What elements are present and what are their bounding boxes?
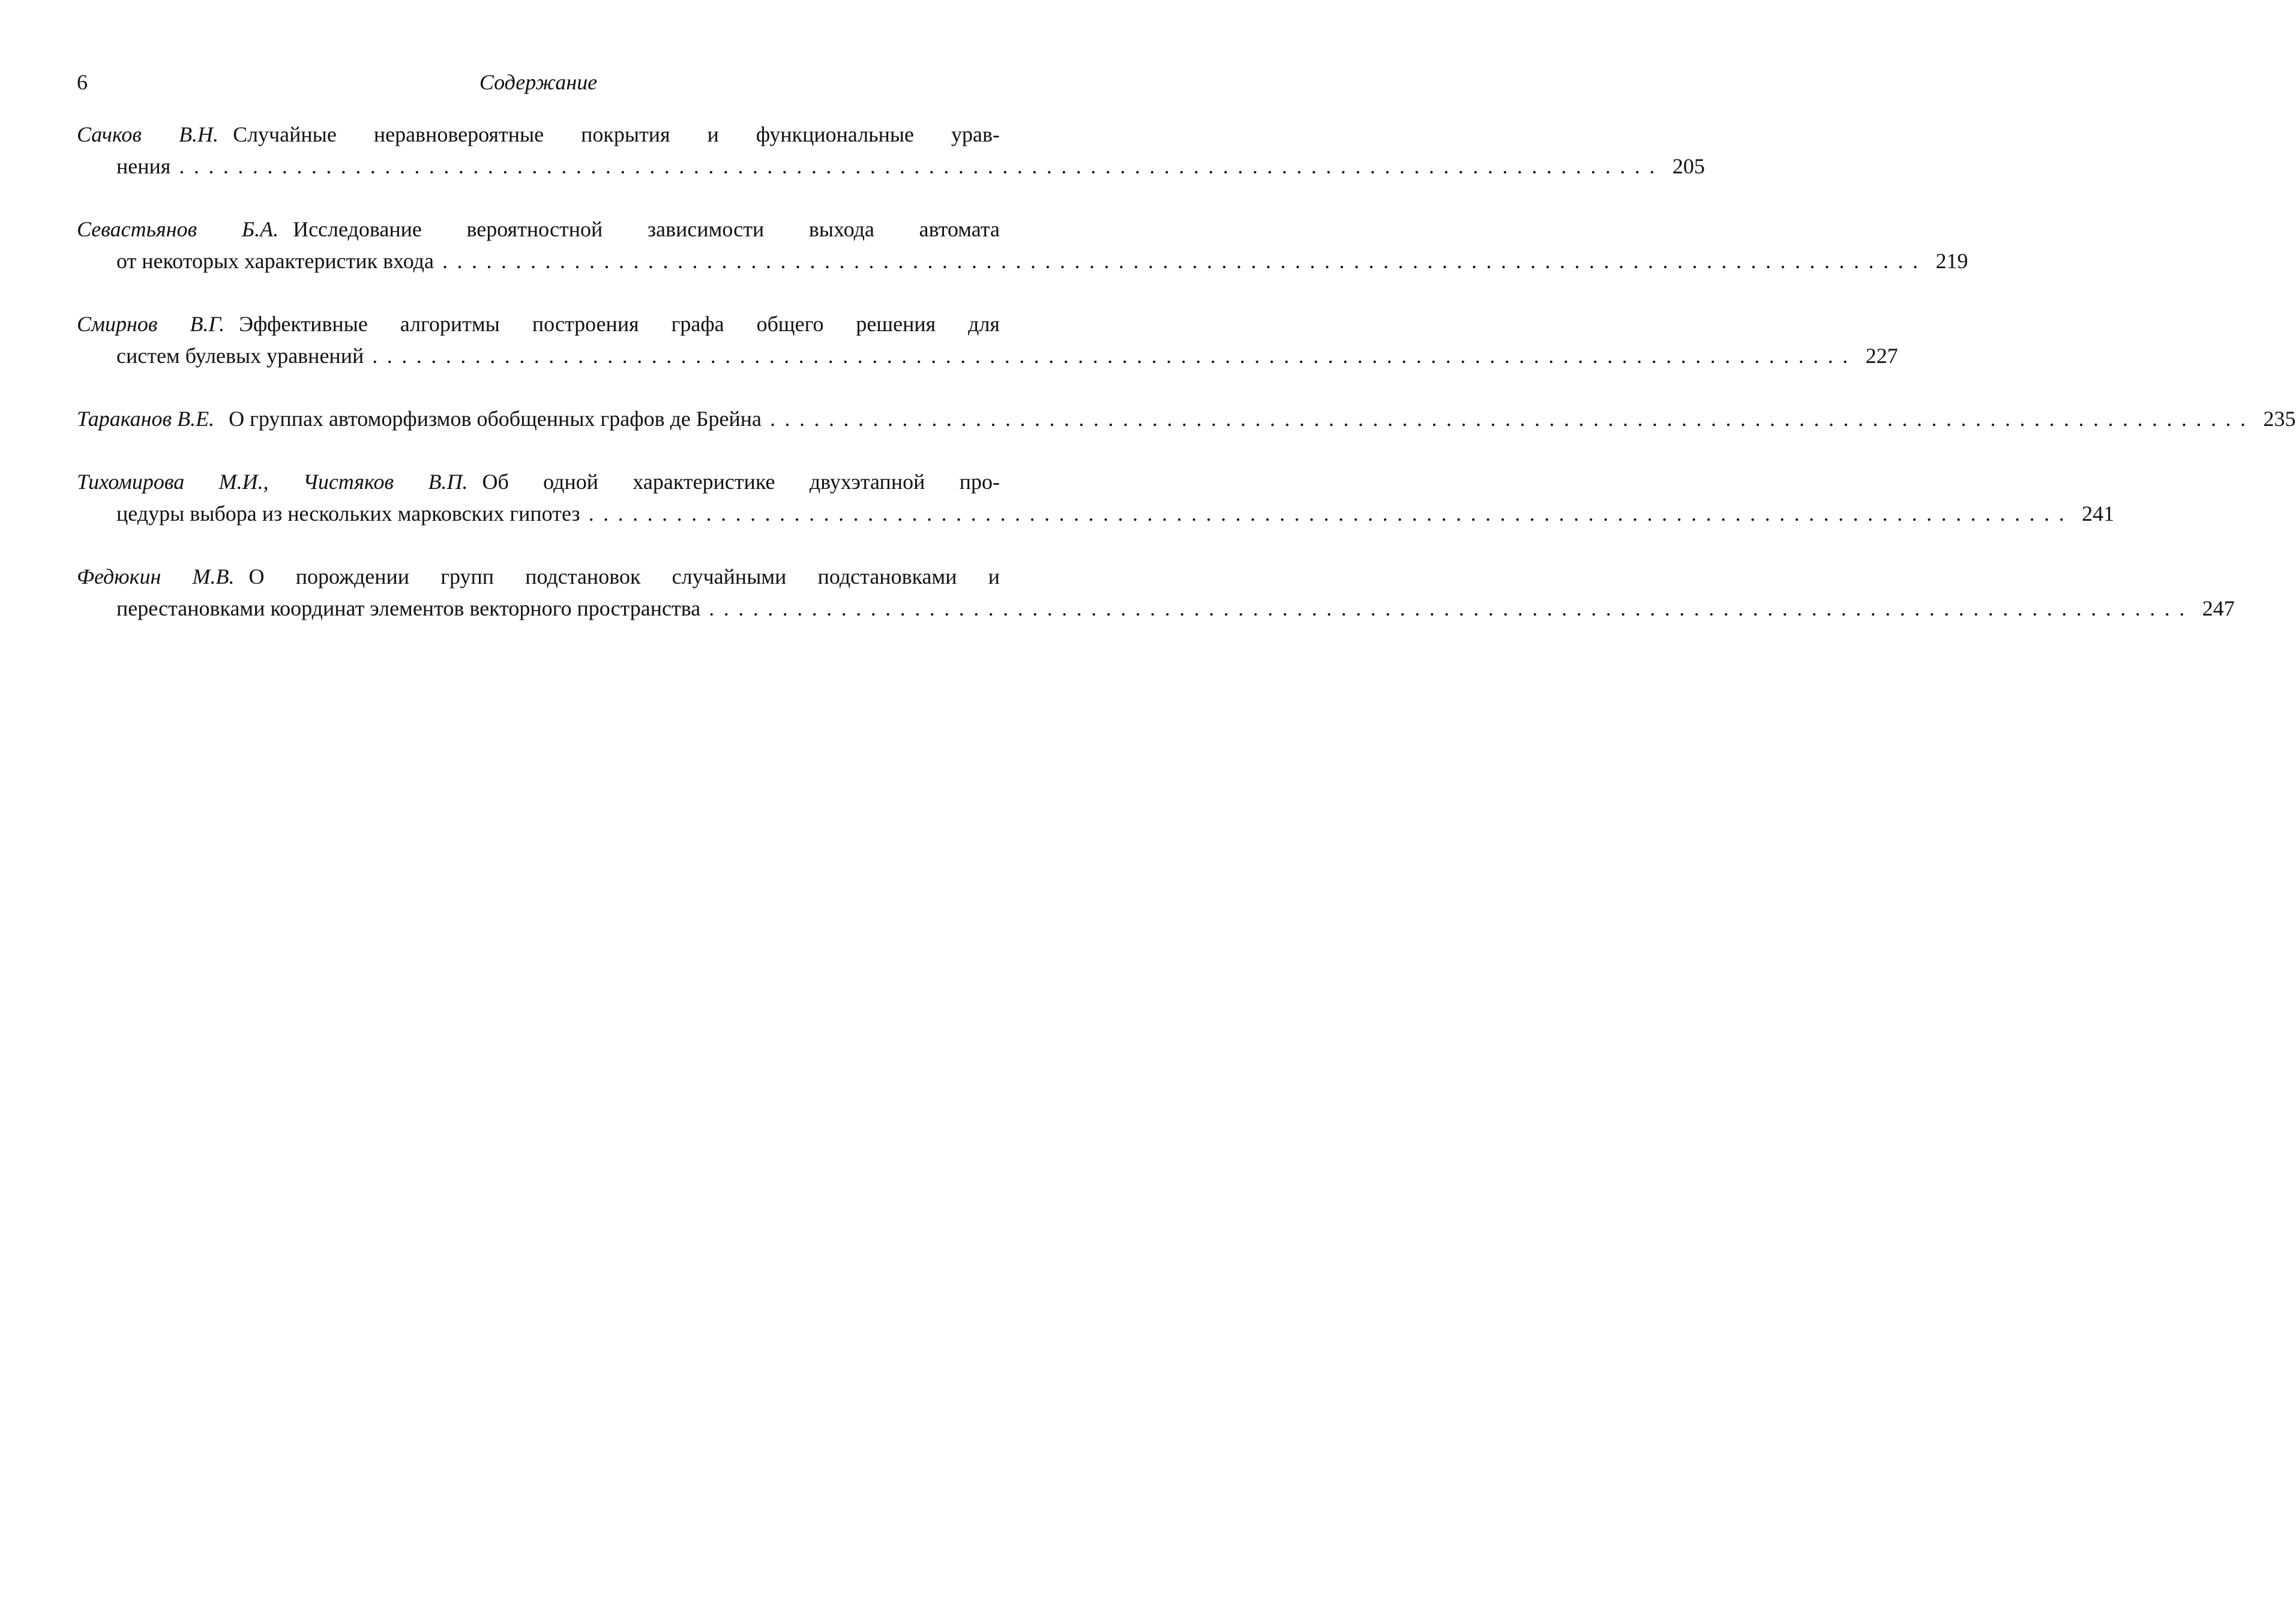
toc-entry-title: Случайные неравновероятные покрытия и функциональные урав- — [233, 122, 1000, 146]
toc-entry-page-number[interactable]: 205 — [1672, 154, 1705, 178]
toc-entry-title-continued: от некоторых характеристик входа — [116, 249, 434, 273]
toc-entry-title-continued: перестановками координат элементов векторного пространства — [116, 596, 701, 620]
toc-entry[interactable] — [77, 561, 2235, 625]
toc-entry-author: Сачков В.Н. — [77, 122, 219, 146]
toc-entry-page-number[interactable]: 227 — [1865, 344, 1898, 368]
toc-entry-continuation-line — [77, 340, 1898, 372]
toc-entry[interactable] — [77, 119, 1705, 182]
toc-entry-title: Об одной характеристике двухэтапной про- — [482, 470, 1000, 494]
toc-entry[interactable] — [77, 214, 1968, 277]
toc-entry-title-line — [77, 308, 1000, 340]
toc-entry-title: О группах автоморфизмов обобщенных графов де Брейна — [229, 407, 762, 431]
toc-entry-title-line — [77, 561, 1000, 593]
toc-entry-title-continued: систем булевых уравнений — [116, 344, 364, 368]
toc-entry-page-number[interactable]: 241 — [2082, 502, 2115, 526]
toc-entry-author: Федюкин М.В. — [77, 565, 235, 589]
toc-entry-continuation-line — [77, 593, 2235, 625]
toc-entry-continuation-line — [77, 151, 1705, 182]
toc-entry-title-line — [77, 119, 1000, 151]
toc-entry-title-continued: цедуры выбора из нескольких марковских гипотез — [116, 502, 580, 526]
toc-entry-title: О порождении групп подстановок случайными подстановками и — [248, 565, 1000, 589]
running-header-title: Содержание — [479, 70, 598, 94]
toc-entry-title-line — [77, 214, 1000, 245]
dot-leader: ..................................................................................................... — [770, 407, 2255, 431]
toc-entry-page-number[interactable]: 247 — [2202, 596, 2235, 620]
toc-entry-title-line — [77, 403, 2296, 435]
running-header — [77, 67, 1000, 97]
toc-entry[interactable] — [77, 403, 2296, 435]
toc-entry-author: Севастьянов Б.А. — [77, 217, 279, 241]
toc-entry-title-line — [77, 466, 1000, 498]
dot-leader: ..................................................................................................... — [709, 596, 2194, 620]
toc-entry-continuation-line — [77, 245, 1968, 277]
toc-entry-author: Тараканов В.Е. — [77, 407, 215, 431]
dot-leader: ..................................................................................................... — [372, 344, 1857, 368]
toc-entry-page-number[interactable]: 219 — [1935, 249, 1968, 273]
toc-entry-title: Эффективные алгоритмы построения графа общего решения для — [239, 312, 1000, 336]
toc-entry-author: Смирнов В.Г. — [77, 312, 225, 336]
page-number: 6 — [77, 70, 88, 94]
dot-leader: ..................................................................................................... — [179, 154, 1664, 178]
toc-entry-title: Исследование вероятностной зависимости выхода автомата — [293, 217, 1000, 241]
toc-entry-continuation-line — [77, 498, 2115, 530]
toc-entry-author: Тихомирова М.И., Чистяков В.П. — [77, 470, 468, 494]
toc-entry-page-number[interactable]: 235 — [2263, 407, 2296, 431]
dot-leader: ..................................................................................................... — [588, 502, 2074, 526]
toc-entry[interactable] — [77, 308, 1898, 372]
toc-entry[interactable] — [77, 466, 2115, 530]
toc-entry-title-continued: нения — [116, 154, 171, 178]
dot-leader: ..................................................................................................... — [442, 249, 1928, 273]
table-of-contents — [77, 119, 2296, 656]
